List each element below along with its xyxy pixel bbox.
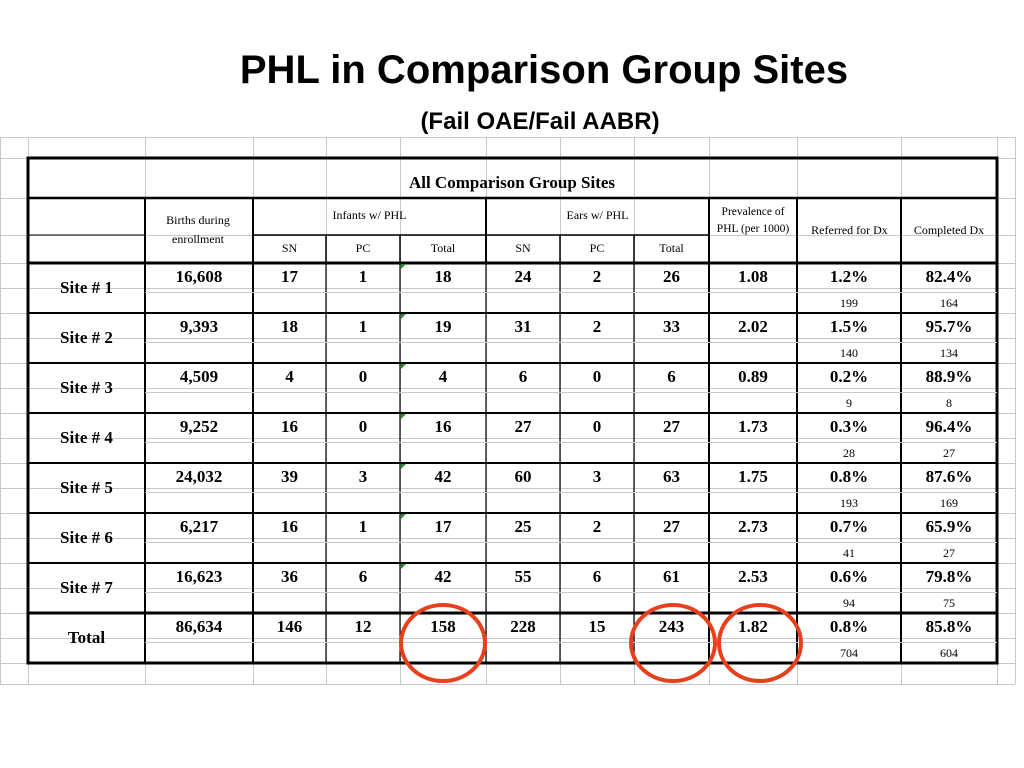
header-referred: Referred for Dx bbox=[811, 223, 888, 237]
cell-ear-total: 33 bbox=[663, 317, 680, 336]
cell-comp-count: 164 bbox=[940, 296, 958, 310]
cell-ref-count: 94 bbox=[843, 596, 855, 610]
cell-prev: 2.02 bbox=[738, 317, 768, 336]
cell-comp-count: 75 bbox=[943, 596, 955, 610]
cell-ear-pc: 2 bbox=[592, 517, 602, 536]
cell-ref-count: 704 bbox=[840, 646, 858, 660]
cell-ear-sn: 6 bbox=[518, 367, 528, 386]
row-label: Site # 3 bbox=[60, 378, 113, 397]
subheader-ears-total: Total bbox=[659, 241, 684, 255]
cell-comp-pct: 79.8% bbox=[925, 567, 973, 586]
cell-inf-sn: 36 bbox=[281, 567, 298, 586]
cell-births: 16,608 bbox=[175, 267, 223, 286]
cell-ref-count: 199 bbox=[840, 296, 858, 310]
cell-ear-total: 63 bbox=[663, 467, 680, 486]
cell-ear-pc: 2 bbox=[592, 317, 602, 336]
cell-ear-pc: 15 bbox=[588, 617, 606, 636]
cell-inf-total: 42 bbox=[434, 567, 452, 586]
cell-inf-total: 42 bbox=[434, 467, 452, 486]
cell-ear-total: 27 bbox=[663, 517, 680, 536]
cell-ref-pct: 0.8% bbox=[829, 467, 869, 486]
cell-inf-sn: 16 bbox=[281, 417, 298, 436]
cell-ref-pct: 0.6% bbox=[829, 567, 869, 586]
cell-inf-total: 18 bbox=[434, 267, 452, 286]
header-infants: Infants w/ PHL bbox=[332, 208, 407, 222]
cell-prev: 1.82 bbox=[738, 617, 768, 636]
cell-inf-pc: 1 bbox=[358, 267, 368, 286]
slide-title: PHL in Comparison Group Sites bbox=[239, 48, 849, 92]
cell-ref-pct: 1.5% bbox=[829, 317, 869, 336]
cell-comp-count: 604 bbox=[940, 646, 958, 660]
cell-inf-total: 158 bbox=[430, 617, 456, 636]
cell-births: 6,217 bbox=[179, 517, 219, 536]
cell-births: 9,252 bbox=[179, 417, 219, 436]
subheader-ears-pc: PC bbox=[589, 241, 605, 255]
header-ears: Ears w/ PHL bbox=[566, 208, 629, 222]
cell-ear-total: 26 bbox=[663, 267, 680, 286]
cell-ear-total: 61 bbox=[663, 567, 680, 586]
cell-ear-pc: 2 bbox=[592, 267, 602, 286]
cell-comp-pct: 87.6% bbox=[925, 467, 973, 486]
cell-inf-sn: 4 bbox=[285, 367, 294, 386]
row-label: Site # 5 bbox=[60, 478, 113, 497]
cell-prev: 1.73 bbox=[738, 417, 768, 436]
cell-ear-total: 6 bbox=[667, 367, 676, 386]
slide-subtitle: (Fail OAE/Fail AABR) bbox=[420, 108, 660, 135]
cell-inf-pc: 6 bbox=[358, 567, 368, 586]
cell-inf-pc: 1 bbox=[358, 517, 368, 536]
cell-ear-sn: 24 bbox=[514, 267, 532, 286]
cell-comp-count: 8 bbox=[946, 396, 952, 410]
cell-comp-pct: 85.8% bbox=[925, 617, 973, 636]
cell-ear-sn: 31 bbox=[514, 317, 532, 336]
cell-prev: 0.89 bbox=[738, 367, 768, 386]
cell-prev: 2.73 bbox=[738, 517, 768, 536]
cell-births: 16,623 bbox=[175, 567, 223, 586]
cell-ref-count: 41 bbox=[843, 546, 855, 560]
cell-ear-sn: 25 bbox=[514, 517, 532, 536]
cell-comp-pct: 96.4% bbox=[925, 417, 973, 436]
cell-ear-sn: 60 bbox=[514, 467, 532, 486]
cell-comp-pct: 65.9% bbox=[925, 517, 973, 536]
cell-ear-pc: 6 bbox=[592, 567, 602, 586]
table-caption: All Comparison Group Sites bbox=[408, 173, 616, 192]
cell-comp-count: 134 bbox=[940, 346, 958, 360]
cell-comp-pct: 88.9% bbox=[925, 367, 973, 386]
cell-ref-pct: 0.2% bbox=[829, 367, 869, 386]
cell-ref-pct: 0.7% bbox=[829, 517, 869, 536]
cell-ear-pc: 0 bbox=[592, 417, 602, 436]
cell-ear-sn: 55 bbox=[514, 567, 532, 586]
cell-ref-pct: 0.3% bbox=[829, 417, 869, 436]
row-label: Site # 1 bbox=[60, 278, 113, 297]
cell-comp-count: 27 bbox=[943, 446, 955, 460]
row-label: Site # 6 bbox=[60, 528, 113, 547]
cell-inf-sn: 16 bbox=[281, 517, 298, 536]
row-label: Total bbox=[67, 628, 106, 647]
subheader-ears-sn: SN bbox=[515, 241, 531, 255]
cell-ref-count: 9 bbox=[846, 396, 852, 410]
header-births: Births during enrollment bbox=[166, 213, 230, 246]
cell-ear-sn: 228 bbox=[510, 617, 536, 636]
row-label: Site # 4 bbox=[60, 428, 113, 447]
cell-prev: 2.53 bbox=[738, 567, 768, 586]
cell-ref-pct: 0.8% bbox=[829, 617, 869, 636]
cell-inf-total: 16 bbox=[434, 417, 452, 436]
cell-inf-pc: 3 bbox=[358, 467, 368, 486]
cell-inf-pc: 0 bbox=[358, 417, 368, 436]
cell-inf-pc: 0 bbox=[358, 367, 368, 386]
cell-births: 9,393 bbox=[179, 317, 219, 336]
header-completed: Completed Dx bbox=[913, 223, 985, 237]
cell-comp-count: 27 bbox=[943, 546, 955, 560]
cell-inf-pc: 1 bbox=[358, 317, 368, 336]
row-label: Site # 2 bbox=[60, 328, 113, 347]
cell-prev: 1.75 bbox=[738, 467, 768, 486]
header-prevalence: Prevalence of PHL (per 1000) bbox=[716, 206, 790, 235]
cell-comp-count: 169 bbox=[940, 496, 958, 510]
cell-ear-total: 27 bbox=[663, 417, 680, 436]
cell-inf-sn: 146 bbox=[276, 617, 303, 636]
cell-births: 24,032 bbox=[175, 467, 223, 486]
cell-ref-count: 193 bbox=[840, 496, 858, 510]
cell-comp-pct: 95.7% bbox=[925, 317, 973, 336]
cell-inf-total: 19 bbox=[434, 317, 452, 336]
cell-ref-pct: 1.2% bbox=[829, 267, 869, 286]
row-label: Site # 7 bbox=[60, 578, 113, 597]
cell-inf-sn: 18 bbox=[281, 317, 298, 336]
subheader-infants-total: Total bbox=[430, 241, 456, 255]
cell-births: 86,634 bbox=[175, 617, 223, 636]
cell-ear-pc: 3 bbox=[592, 467, 602, 486]
cell-births: 4,509 bbox=[179, 367, 219, 386]
cell-inf-pc: 12 bbox=[354, 617, 372, 636]
cell-ear-sn: 27 bbox=[514, 417, 532, 436]
cell-prev: 1.08 bbox=[738, 267, 768, 286]
cell-inf-sn: 17 bbox=[281, 267, 298, 286]
cell-inf-total: 17 bbox=[434, 517, 452, 536]
cell-inf-total: 4 bbox=[438, 367, 448, 386]
cell-ear-total: 243 bbox=[658, 617, 685, 636]
cell-ear-pc: 0 bbox=[592, 367, 602, 386]
cell-inf-sn: 39 bbox=[281, 467, 298, 486]
subheader-infants-sn: SN bbox=[281, 241, 298, 255]
cell-ref-count: 28 bbox=[843, 446, 855, 460]
cell-ref-count: 140 bbox=[840, 346, 858, 360]
subheader-infants-pc: PC bbox=[355, 241, 371, 255]
cell-comp-pct: 82.4% bbox=[925, 267, 973, 286]
